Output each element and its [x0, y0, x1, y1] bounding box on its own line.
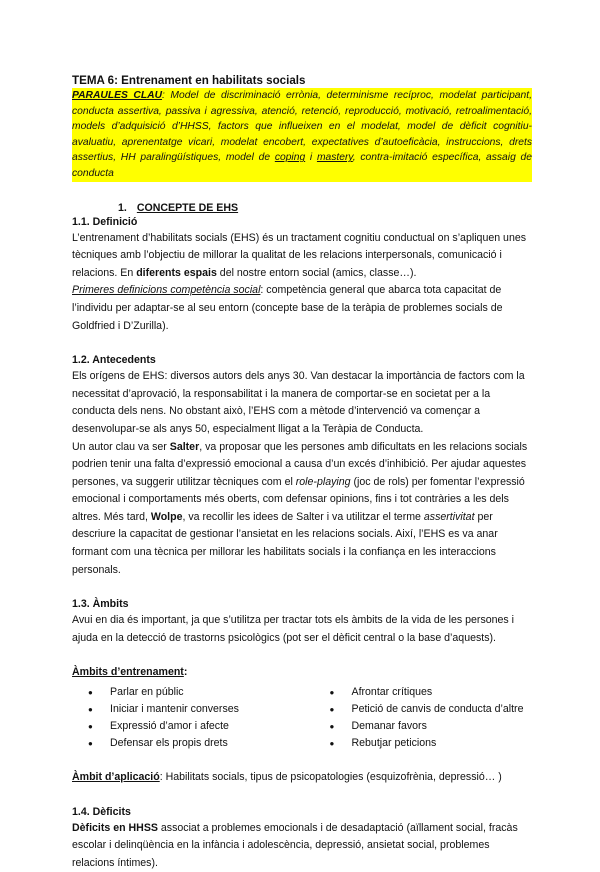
keywords-conj: i [305, 152, 317, 164]
keywords-text: : Model de discriminació errònia, determinisme recíproc, modelat participant, conducta assertiva, passiva i agressiva, atenció, retenció, reproducció, motivació, retroalimentació, models d’adquisició d’HHSS, factors que influeixen en el modelat, model de dèficit cognitiu-avaluatiu, aprenentatge vicari, modelat encobert, expectatives d’autoeficàcia, instruccions, drets assertius, HH paralingüístiques, model de [72, 90, 532, 164]
section-title: CONCEPTE DE EHS [136, 201, 239, 214]
definicio-paragraph [72, 230, 532, 283]
definicio-text-end: del nostre entorn social (amics, classe…). [216, 266, 417, 279]
ambits-paragraph: Avui en dia és important, ja que s’utilitza per tractar tots els àmbits de la vida de les persones i ajuda en la detecció de trastorns psicològics (pot ser el dèficit central o la base d’aquests). [72, 614, 515, 644]
deficits-text: associat a problemes emocionals i de desadaptació (aïllament social, fracàs escolar i delinqüència en la infància i adolescència, depressió, ansietat social, problemes relacions íntimes). [72, 821, 518, 869]
antecedents-paragraph-1: Els orígens de EHS: diversos autors dels anys 30. Van destacar la importància de factors com la necessitat d’aprovació, la responsabilitat i la manera de comportar-se en societat per a la conducta dels nens. No obstant això, l’EHS com a mètode d’intervenció va començar a desenvolupar-se als anys 50, especialment lligat a la Teràpia de Conducta. [72, 370, 525, 435]
training-label: Àmbits d’entrenament [72, 666, 184, 679]
antecedents-paragraph-2 [72, 439, 532, 580]
training-label-line [72, 664, 532, 682]
keyword-mastery: mastery [316, 152, 353, 164]
keywords-text-end: , contra-imitació específica, assaig de conducta [72, 152, 532, 179]
training-list [72, 684, 532, 752]
list-item: ● Parlar en públic [72, 684, 291, 701]
application-text: : Habilitats socials, tipus de psicopatologies (esquizofrènia, depressió… ) [159, 771, 502, 784]
definicio-text: L’entrenament d’habilitats socials (EHS) és un tractament cognitiu conductual on s’apliquen unes tècniques amb l’objectiu de millorar la qualitat de les relacions interpersonals, comunicació i relacions. En [72, 231, 527, 279]
keyword-coping: coping [274, 152, 306, 164]
subsection-heading-deficits: 1.4. Dèficits [72, 805, 131, 818]
list-item: ● Defensar els propis drets [72, 735, 291, 752]
list-item: ● Rebutjar peticions [314, 735, 533, 752]
page-title: TEMA 6: Entrenament en habilitats socials [72, 74, 306, 87]
document-content [72, 74, 532, 872]
application-label: Àmbit d’aplicació [72, 771, 160, 784]
antecedents-text-e: per descriure la capacitat de gestionar l’ansietat en les relacions socials. Així, l’EHS es va anar formant com una tècnica per millorar les habilitats socials i la confiança en les interaccions personals. [72, 510, 498, 576]
list-item: ● Demanar favors [314, 718, 533, 735]
definicio-bold: diferents espais [136, 266, 217, 279]
list-item: ● Petició de canvis de conducta d’altre [314, 701, 533, 718]
list-item: ● Iniciar i mantenir converses [72, 701, 291, 718]
list-item: ● Afrontar crítiques [314, 684, 533, 701]
antecedents-text-a: Un autor clau va ser [72, 440, 170, 453]
training-list-right [314, 684, 533, 752]
primeres-definicions-text: : competència general que abarca tota capacitat de l’individu per adaptar-se al seu entorn (concepte base de la teràpia de problemes socials de Goldfried i D’Zurilla). [72, 284, 503, 332]
keywords-paragraph [72, 88, 532, 182]
term-assertivitat: assertivitat [423, 510, 475, 523]
subsection-heading-definicio: 1.1. Definició [72, 215, 138, 228]
training-list-left [72, 684, 291, 752]
application-line [72, 769, 532, 787]
author-wolpe: Wolpe [150, 510, 183, 523]
deficits-bold: Dèficits en HHSS [72, 821, 158, 834]
primeres-definicions-paragraph [72, 282, 532, 335]
antecedents-text-c: (joc de rols) per fomentar l’expressió emocional i comportaments més oberts, com defensar opinions, fins i tot contràries a les dels altres. Més tard, [72, 475, 525, 523]
subsection-heading-antecedents: 1.2. Antecedents [72, 354, 156, 367]
subsection-heading-ambits: 1.3. Àmbits [72, 598, 129, 611]
list-item: ● Expressió d’amor i afecte [72, 718, 291, 735]
section-number: 1. [118, 201, 127, 214]
training-colon: : [183, 666, 188, 679]
antecedents-text-d: , va recollir les idees de Salter i va utilitzar el terme [182, 510, 424, 523]
keywords-label: PARAULES CLAU [72, 90, 163, 101]
antecedents-text-b: , va proposar que les persones amb dificultats en les relacions socials podrien tenir una falta d’expressió emocional a causa d’un excés d’inhibició. Per ajudar aquestes persones, va suggerir utilitzar tècniques com el [72, 440, 528, 488]
term-role-playing: role-playing [295, 475, 351, 488]
section-heading [118, 202, 532, 214]
primeres-definicions-term: Primeres definicions competència social [72, 284, 261, 297]
deficits-paragraph [72, 820, 532, 872]
author-salter: Salter [169, 440, 200, 453]
